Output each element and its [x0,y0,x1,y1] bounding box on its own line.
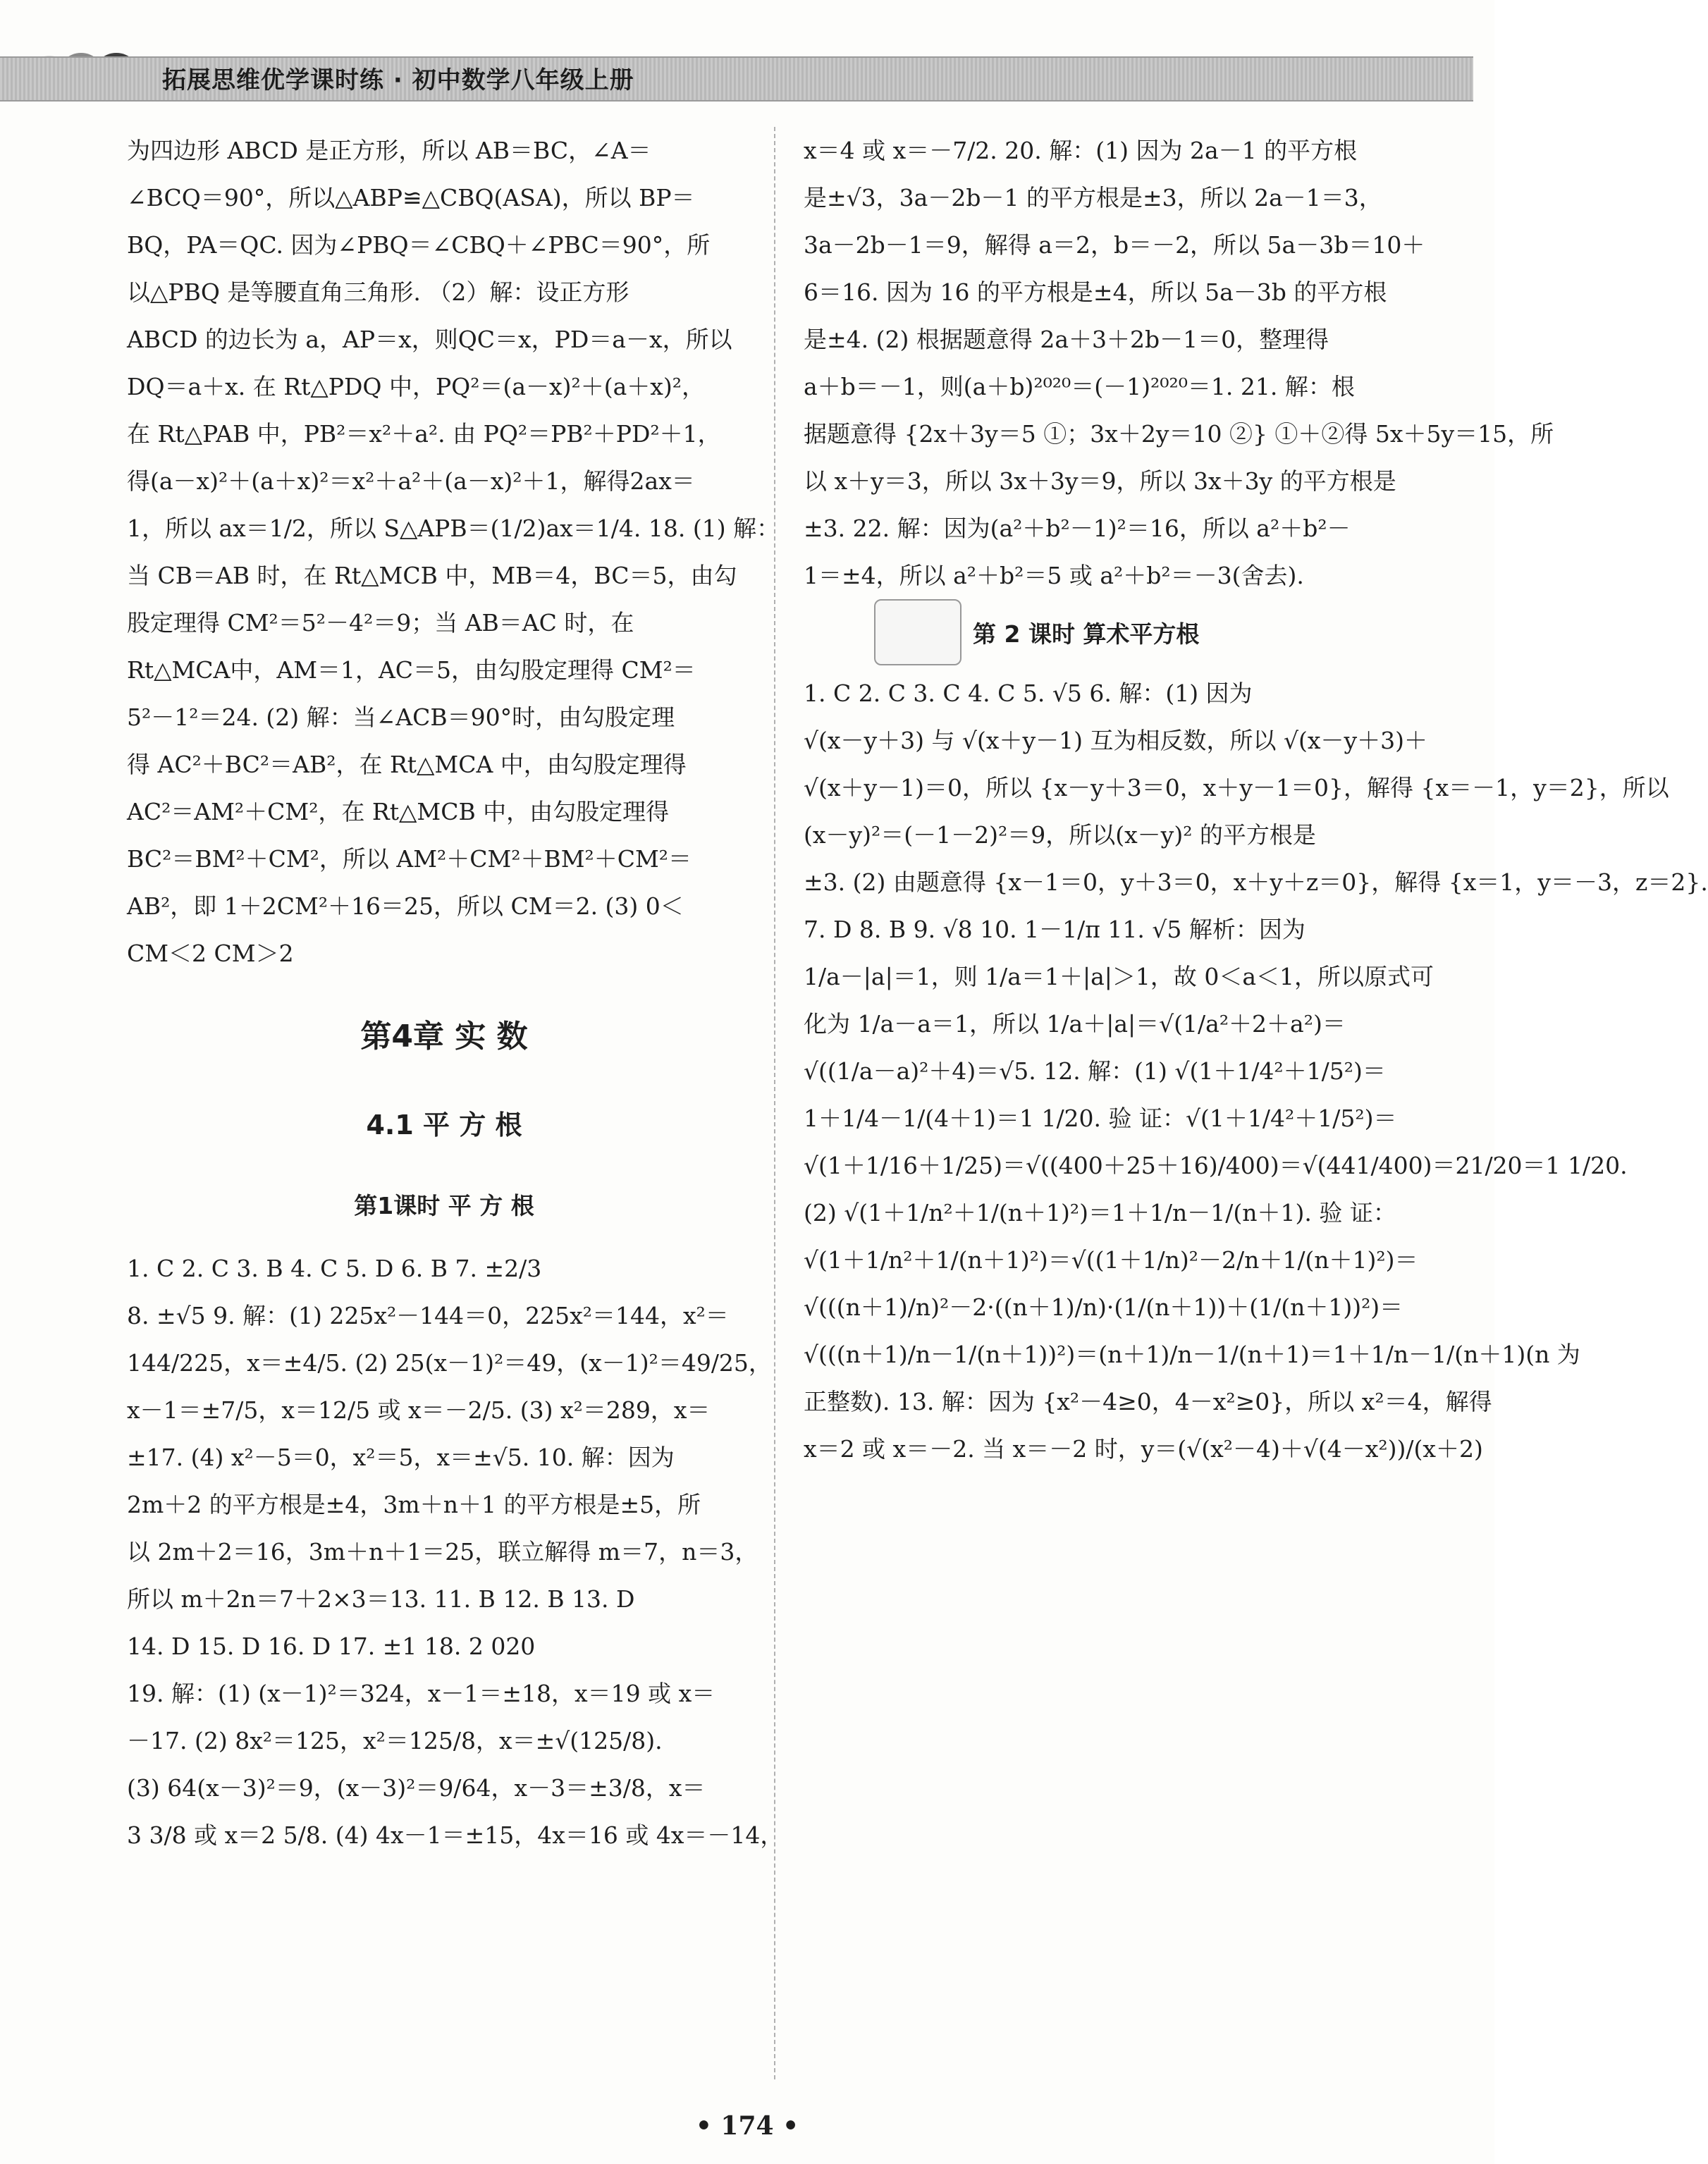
text-line: 1/a－|a|＝1，则 1/a＝1＋|a|＞1，故 0＜a＜1，所以原式可 [804,963,1434,990]
text-line: √(x－y＋3) 与 √(x＋y－1) 互为相反数，所以 √(x－y＋3)＋ [804,727,1428,754]
text-line: 1，所以 ax＝1/2，所以 S△APB＝(1/2)ax＝1/4. 18. (1) 解： [127,515,780,542]
header-title: 拓展思维优学课时练 · 初中数学八年级上册 [162,66,634,94]
text-line: 7. D 8. B 9. √8 10. 1－1/π 11. √5 解析：因为 [804,916,1305,943]
text-line: 股定理得 CM²＝5²－4²＝9；当 AB＝AC 时，在 [127,609,634,637]
text-line: BC²＝BM²＋CM²，所以 AM²＋CM²＋BM²＋CM²＝ [127,845,692,873]
right-column [804,127,1708,1473]
page-number: • 174 • [695,2111,799,2141]
left-column [127,127,784,1859]
chapter-title: 第4章 实 数 [360,1019,528,1055]
text-line: 14. D 15. D 16. D 17. ±1 18. 2 020 [127,1633,536,1660]
text-line: 所以 m＋2n＝7＋2×3＝13. 11. B 12. B 13. D [127,1585,635,1613]
text-line: DQ＝a＋x. 在 Rt△PDQ 中，PQ²＝(a－x)²＋(a＋x)²， [127,373,705,400]
text-line: 在 Rt△PAB 中，PB²＝x²＋a². 由 PQ²＝PB²＋PD²＋1， [127,420,721,448]
text-line: x＝4 或 x＝－7/2. 20. 解：(1) 因为 2a－1 的平方根 [804,137,1358,164]
text-line: x－1＝±7/5，x＝12/5 或 x＝－2/5. (3) x²＝289，x＝ [127,1396,711,1424]
text-line: 为四边形 ABCD 是正方形，所以 AB＝BC，∠A＝ [127,137,651,164]
text-line: (x－y)²＝(－1－2)²＝9，所以(x－y)² 的平方根是 [804,821,1316,849]
text-line: 得(a－x)²＋(a＋x)²＝x²＋a²＋(a－x)²＋1，解得2ax＝ [127,467,695,495]
left-column-text-after [127,1245,784,1859]
text-line: ±3. 22. 解：因为(a²＋b²－1)²＝16，所以 a²＋b²－ [804,515,1351,542]
text-line: 当 CB＝AB 时，在 Rt△MCB 中，MB＝4，BC＝5，由勾 [127,562,737,589]
text-line: 1. C 2. C 3. B 4. C 5. D 6. B 7. ±2/3 [127,1255,542,1282]
text-line: BQ，PA＝QC. 因为∠PBQ＝∠CBQ＋∠PBC＝90°，所 [127,231,711,259]
text-line: (3) 64(x－3)²＝9，(x－3)²＝9/64，x－3＝±3/8，x＝ [127,1774,706,1802]
text-line: √((1/a－a)²＋4)＝√5. 12. 解：(1) √(1＋1/4²＋1/5²)＝ [804,1057,1386,1085]
text-line: －17. (2) 8x²＝125，x²＝125/8，x＝±√(125/8). [127,1727,663,1754]
text-line: 是±4. (2) 根据题意得 2a＋3＋2b－1＝0，整理得 [804,326,1329,353]
text-line: 8. ±√5 9. 解：(1) 225x²－144＝0，225x²＝144，x²＝ [127,1302,729,1329]
text-line: 是±√3，3a－2b－1 的平方根是±3，所以 2a－1＝3， [804,184,1382,211]
lesson-2-heading-row [804,599,1438,670]
text-line: 以△PBQ 是等腰直角三角形. （2）解：设正方形 [127,278,629,306]
text-line: 144/225，x＝±4/5. (2) 25(x－1)²＝49，(x－1)²＝49/25， [127,1349,772,1377]
text-line: 得 AC²＋BC²＝AB²，在 Rt△MCA 中，由勾股定理得 [127,751,687,778]
text-line: 以 x＋y＝3，所以 3x＋3y＝9，所以 3x＋3y 的平方根是 [804,467,1396,495]
lesson-title: 第1课时 平 方 根 [354,1192,534,1219]
text-line: a＋b＝－1，则(a＋b)²⁰²⁰＝(－1)²⁰²⁰＝1. 21. 解：根 [804,373,1355,400]
lesson-2-title: 第 2 课时 算术平方根 [973,620,1200,648]
text-line: 1＋1/4－1/(4＋1)＝1 1/20. 验 证：√(1＋1/4²＋1/5²)＝ [804,1105,1397,1132]
text-line: ±17. (4) x²－5＝0，x²＝5，x＝±√5. 10. 解：因为 [127,1444,675,1471]
text-line: ∠BCQ＝90°，所以△ABP≌△CBQ(ASA)，所以 BP＝ [127,184,695,211]
text-line: 6＝16. 因为 16 的平方根是±4，所以 5a－3b 的平方根 [804,278,1387,306]
section-title: 4.1 平 方 根 [366,1109,522,1141]
text-line: CM＜2 CM＞2 [127,940,294,967]
text-line: 3a－2b－1＝9，解得 a＝2，b＝－2，所以 5a－3b＝10＋ [804,231,1425,259]
text-line: 19. 解：(1) (x－1)²＝324，x－1＝±18，x＝19 或 x＝ [127,1680,715,1707]
text-line: (2) √(1＋1/n²＋1/(n＋1)²)＝1＋1/n－1/(n＋1). 验 证： [804,1199,1396,1227]
text-line: AC²＝AM²＋CM²，在 Rt△MCB 中，由勾股定理得 [127,798,670,825]
homework-stamp-icon [874,599,961,665]
right-column-text-after [804,670,1708,1473]
text-line: 化为 1/a－a＝1，所以 1/a＋|a|＝√(1/a²＋2＋a²)＝ [804,1010,1346,1038]
text-line: 3 3/8 或 x＝2 5/8. (4) 4x－1＝±15，4x＝16 或 4x＝－14， [127,1821,784,1849]
text-line: √(((n＋1)/n)²－2·((n＋1)/n)·(1/(n＋1))＋(1/(n＋1))²)＝ [804,1293,1403,1321]
text-line: √(1＋1/16＋1/25)＝√((400＋25＋16)/400)＝√(441/400)＝21/20＝1 1/20. [804,1152,1628,1179]
text-line: 1＝±4，所以 a²＋b²＝5 或 a²＋b²＝－3(舍去). [804,562,1304,589]
column-divider [774,127,775,2079]
text-line: 5²－1²＝24. (2) 解：当∠ACB＝90°时，由勾股定理 [127,703,675,731]
text-line: 2m＋2 的平方根是±4，3m＋n＋1 的平方根是±5，所 [127,1491,701,1518]
text-line: 1. C 2. C 3. C 4. C 5. √5 6. 解：(1) 因为 [804,680,1253,707]
text-line: √(((n＋1)/n－1/(n＋1))²)＝(n＋1)/n－1/(n＋1)＝1＋1/n－1/(n＋1)(n 为 [804,1341,1580,1368]
text-line: ABCD 的边长为 a，AP＝x，则QC＝x，PD＝a－x，所以 [127,326,732,353]
text-line: ±3. (2) 由题意得 {x－1＝0，y＋3＝0，x＋y＋z＝0}，解得 {x＝1，y＝－3，z＝2}. [804,868,1708,896]
text-line: 以 2m＋2＝16，3m＋n＋1＝25，联立解得 m＝7，n＝3， [127,1538,758,1566]
text-line: x＝2 或 x＝－2. 当 x＝－2 时，y＝(√(x²－4)＋√(4－x²))/(x＋2) [804,1435,1483,1463]
text-line: 据题意得 {2x＋3y＝5 ①；3x＋2y＝10 ②} ①＋②得 5x＋5y＝15，所 [804,420,1554,448]
text-line: Rt△MCA中，AM＝1，AC＝5，由勾股定理得 CM²＝ [127,656,696,684]
text-line: √(x＋y－1)＝0，所以 {x－y＋3＝0，x＋y－1＝0}，解得 {x＝－1，y＝2}，所以 [804,774,1669,801]
left-column-text-before [127,127,780,977]
text-line: AB²，即 1＋2CM²＋16＝25，所以 CM＝2. (3) 0＜ [127,892,684,920]
right-column-text-before [804,127,1554,599]
text-line: 正整数). 13. 解：因为 {x²－4≥0，4－x²≥0}，所以 x²＝4，解得 [804,1388,1492,1415]
text-line: √(1＋1/n²＋1/(n＋1)²)＝√((1＋1/n)²－2/n＋1/(n＋1)²)＝ [804,1246,1418,1274]
